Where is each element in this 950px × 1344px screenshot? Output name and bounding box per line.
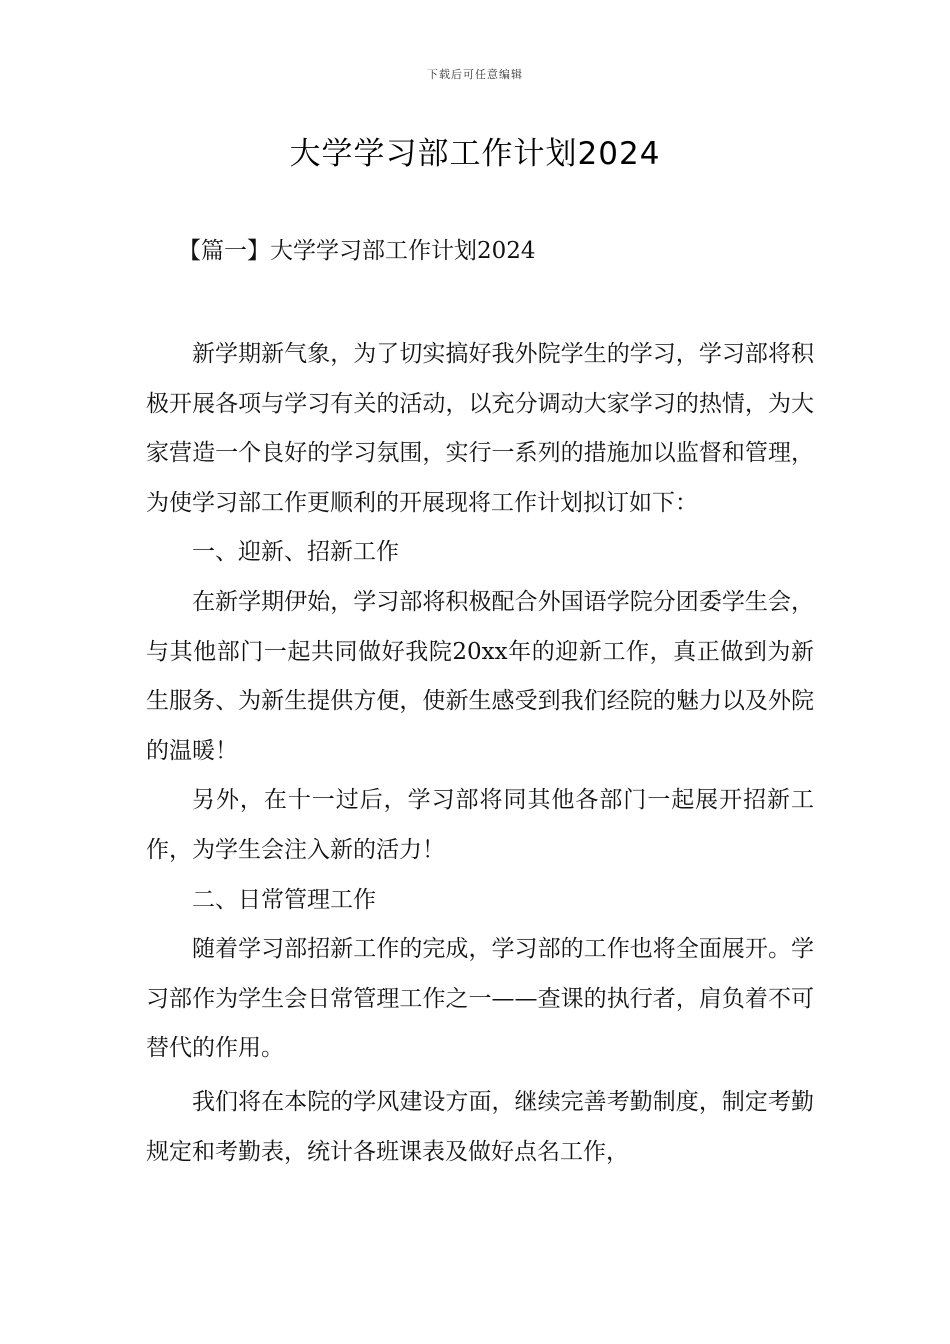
document-title: 大学学习部工作计划2024: [289, 136, 661, 172]
paragraph-recruitment-extra: 另外，在十一过后，学习部将同其他各部门一起展开招新工作，为学生会注入新的活力！: [146, 787, 814, 863]
heading-recruitment: 一、迎新、招新工作: [192, 539, 399, 566]
header-note: 下载后可任意编辑: [427, 68, 523, 81]
paragraph-attendance: 我们将在本院的学风建设方面，继续完善考勤制度，制定考勤规定和考勤表，统计各班课表及做好点名工作，: [146, 1088, 814, 1165]
document-body: [146, 330, 814, 1177]
section-heading: 【篇一】大学学习部工作计划2024: [178, 238, 536, 264]
paragraph-intro: 新学期新气象，为了切实搞好我外院学生的学习，学习部将积极开展各项与学习有关的活动，以充分调动大家学习的热情，为大家营造一个良好的学习氛围，实行一系列的措施加以监督和管理，为使学习部工作更顺利的开展现将工作计划拟订如下：: [146, 341, 814, 516]
paragraph-recruitment: 在新学期伊始，学习部将积极配合外国语学院分团委学生会，与其他部门一起共同做好我院20xx年的迎新工作，真正做到为新生服务、为新生提供方便，使新生感受到我们经院的魅力以及外院的温暖！: [146, 588, 814, 764]
paragraph-daily-management: 随着学习部招新工作的完成，学习部的工作也将全面展开。学习部作为学生会日常管理工作之一——查课的执行者，肩负着不可替代的作用。: [146, 936, 814, 1062]
heading-daily-management: 二、日常管理工作: [192, 886, 376, 913]
